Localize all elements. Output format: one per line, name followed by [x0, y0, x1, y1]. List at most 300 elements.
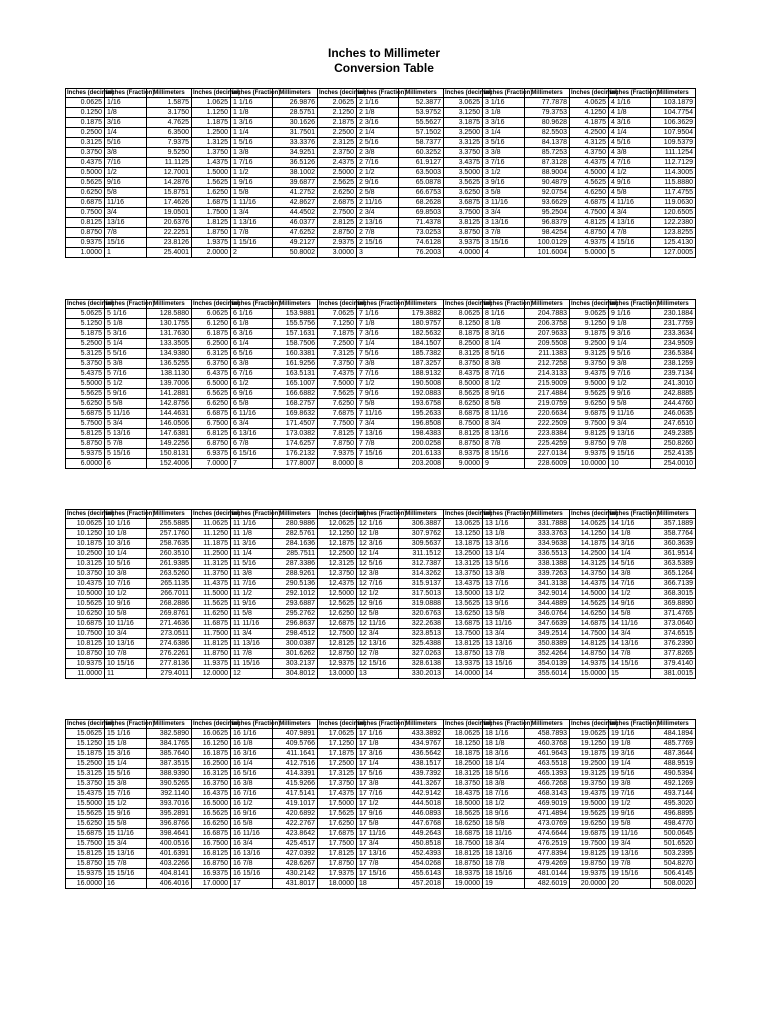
millimeters-cell: 269.8761 [147, 609, 192, 619]
inches-fraction-cell: 17 5/8 [357, 819, 399, 829]
table-row [66, 128, 696, 138]
inches-fraction-cell: 14 1/16 [609, 519, 651, 529]
inches-fraction-cell: 15 9/16 [105, 809, 147, 819]
millimeters-cell: 171.4507 [273, 419, 318, 429]
millimeters-cell: 231.7759 [651, 319, 696, 329]
inches-fraction-cell: 3 7/16 [483, 158, 525, 168]
inches-fraction-cell: 11 15/16 [231, 659, 273, 669]
inches-decimal-cell: 8.9375 [444, 449, 483, 459]
table-row [66, 379, 696, 389]
millimeters-cell: 271.4636 [147, 619, 192, 629]
inches-decimal-cell: 19.1250 [570, 739, 609, 749]
inches-decimal-cell: 15.8750 [66, 859, 105, 869]
millimeters-cell: 52.3877 [399, 98, 444, 108]
table-row [66, 158, 696, 168]
inches-decimal-cell: 3.6250 [444, 188, 483, 198]
millimeters-cell: 127.0005 [651, 248, 696, 258]
table-row [66, 579, 696, 589]
inches-fraction-cell: 6 15/16 [231, 449, 273, 459]
millimeters-cell: 87.3128 [525, 158, 570, 168]
inches-decimal-cell: 7.3125 [318, 349, 357, 359]
inches-decimal-cell: 2.0625 [318, 98, 357, 108]
millimeters-cell: 290.5136 [273, 579, 318, 589]
millimeters-cell: 306.3887 [399, 519, 444, 529]
inches-decimal-cell: 1.7500 [192, 208, 231, 218]
inches-decimal-cell: 8.0625 [444, 309, 483, 319]
millimeters-cell: 95.2504 [525, 208, 570, 218]
inches-decimal-cell: 5.1250 [66, 319, 105, 329]
table-row [66, 228, 696, 238]
millimeters-cell: 155.5756 [273, 319, 318, 329]
column-header: Millimeters [525, 510, 570, 519]
inches-fraction-cell: 4 15/16 [609, 238, 651, 248]
inches-fraction-cell: 14 5/8 [609, 609, 651, 619]
inches-decimal-cell: 17.8750 [318, 859, 357, 869]
millimeters-cell: 69.8503 [399, 208, 444, 218]
millimeters-cell: 144.4631 [147, 409, 192, 419]
inches-fraction-cell: 4 11/16 [609, 198, 651, 208]
table-row [66, 569, 696, 579]
inches-fraction-cell: 16 11/16 [231, 829, 273, 839]
inches-decimal-cell: 13.0000 [318, 669, 357, 679]
inches-fraction-cell: 1/4 [105, 128, 147, 138]
inches-fraction-cell: 16 1/2 [231, 799, 273, 809]
inches-fraction-cell: 7/8 [105, 228, 147, 238]
millimeters-cell: 254.0010 [651, 459, 696, 469]
inches-decimal-cell: 5.2500 [66, 339, 105, 349]
column-header: Millimeters [147, 89, 192, 98]
inches-fraction-cell: 19 5/16 [609, 769, 651, 779]
millimeters-cell: 114.3005 [651, 168, 696, 178]
inches-fraction-cell: 18 5/16 [483, 769, 525, 779]
inches-decimal-cell: 15.7500 [66, 839, 105, 849]
inches-decimal-cell: 9.5000 [570, 379, 609, 389]
inches-fraction-cell: 8 11/16 [483, 409, 525, 419]
millimeters-cell: 311.1512 [399, 549, 444, 559]
inches-fraction-cell: 15 3/16 [105, 749, 147, 759]
millimeters-cell: 146.0506 [147, 419, 192, 429]
millimeters-cell: 419.1017 [273, 799, 318, 809]
inches-decimal-cell: 12.6875 [318, 619, 357, 629]
millimeters-cell: 142.8756 [147, 399, 192, 409]
millimeters-cell: 465.1393 [525, 769, 570, 779]
inches-decimal-cell: 2.3125 [318, 138, 357, 148]
inches-decimal-cell: 9.8125 [570, 429, 609, 439]
inches-fraction-cell: 4 1/16 [609, 98, 651, 108]
inches-decimal-cell: 3.0625 [444, 98, 483, 108]
millimeters-cell: 287.3386 [273, 559, 318, 569]
inches-fraction-cell: 5 1/4 [105, 339, 147, 349]
column-header: Millimeters [273, 300, 318, 309]
table-header-row [66, 89, 696, 98]
millimeters-cell: 266.7011 [147, 589, 192, 599]
inches-decimal-cell: 17.1250 [318, 739, 357, 749]
table-row [66, 248, 696, 258]
inches-fraction-cell: 12 7/8 [357, 649, 399, 659]
millimeters-cell: 300.0387 [273, 639, 318, 649]
inches-decimal-cell: 7.3750 [318, 359, 357, 369]
inches-decimal-cell: 19.4375 [570, 789, 609, 799]
inches-fraction-cell: 5 1/8 [105, 319, 147, 329]
inches-decimal-cell: 10.6250 [66, 609, 105, 619]
inches-fraction-cell: 13 9/16 [483, 599, 525, 609]
inches-fraction-cell: 18 1/4 [483, 759, 525, 769]
table-row [66, 829, 696, 839]
millimeters-cell: 392.1140 [147, 789, 192, 799]
inches-decimal-cell: 7.6875 [318, 409, 357, 419]
inches-fraction-cell: 2 7/16 [357, 158, 399, 168]
millimeters-cell: 406.4016 [147, 879, 192, 889]
inches-decimal-cell: 4.5000 [570, 168, 609, 178]
inches-decimal-cell: 5.9375 [66, 449, 105, 459]
table-row [66, 849, 696, 859]
inches-fraction-cell: 4 3/16 [609, 118, 651, 128]
inches-decimal-cell: 19.8750 [570, 859, 609, 869]
inches-decimal-cell: 9.6250 [570, 399, 609, 409]
inches-decimal-cell: 3.1875 [444, 118, 483, 128]
millimeters-cell: 1.5875 [147, 98, 192, 108]
millimeters-cell: 371.4765 [651, 609, 696, 619]
inches-decimal-cell: 15.0000 [570, 669, 609, 679]
inches-decimal-cell: 2.4375 [318, 158, 357, 168]
inches-decimal-cell: 19.3125 [570, 769, 609, 779]
column-header: Inches (Fraction) [358, 90, 407, 96]
millimeters-cell: 73.0253 [399, 228, 444, 238]
inches-fraction-cell: 10 7/8 [105, 649, 147, 659]
inches-fraction-cell: 18 1/2 [483, 799, 525, 809]
millimeters-cell: 382.5890 [147, 729, 192, 739]
inches-decimal-cell: 0.5000 [66, 168, 105, 178]
inches-decimal-cell: 4.3125 [570, 138, 609, 148]
inches-decimal-cell: 17.0625 [318, 729, 357, 739]
millimeters-cell: 457.2018 [399, 879, 444, 889]
inches-decimal-cell: 13.8125 [444, 639, 483, 649]
inches-decimal-cell: 9.7500 [570, 419, 609, 429]
inches-fraction-cell: 18 9/16 [483, 809, 525, 819]
inches-fraction-cell: 10 13/16 [105, 639, 147, 649]
inches-fraction-cell: 13 5/16 [483, 559, 525, 569]
column-header: Inches (Fraction) [610, 721, 659, 727]
inches-fraction-cell: 6 1/16 [231, 309, 273, 319]
millimeters-cell: 350.8389 [525, 639, 570, 649]
millimeters-cell: 74.6128 [399, 238, 444, 248]
table-header-row [66, 510, 696, 519]
millimeters-cell: 387.3515 [147, 759, 192, 769]
inches-decimal-cell: 4.5625 [570, 178, 609, 188]
millimeters-cell: 179.3882 [399, 309, 444, 319]
inches-decimal-cell: 1.4375 [192, 158, 231, 168]
inches-fraction-cell: 4 3/8 [609, 148, 651, 158]
millimeters-cell: 444.5018 [399, 799, 444, 809]
millimeters-cell: 349.2514 [525, 629, 570, 639]
inches-fraction-cell: 10 3/4 [105, 629, 147, 639]
inches-fraction-cell: 11 5/16 [231, 559, 273, 569]
inches-fraction-cell: 5 1/16 [105, 309, 147, 319]
inches-fraction-cell: 12 3/16 [357, 539, 399, 549]
inches-fraction-cell: 16 1/16 [231, 729, 273, 739]
inches-decimal-cell: 18.9375 [444, 869, 483, 879]
inches-fraction-cell: 7 5/8 [357, 399, 399, 409]
inches-decimal-cell: 11.6875 [192, 619, 231, 629]
millimeters-cell: 153.9881 [273, 309, 318, 319]
inches-fraction-cell: 19 3/16 [609, 749, 651, 759]
column-header: Millimeters [147, 720, 192, 729]
inches-decimal-cell: 3.5000 [444, 168, 483, 178]
millimeters-cell: 469.9019 [525, 799, 570, 809]
inches-fraction-cell: 5/8 [105, 188, 147, 198]
millimeters-cell: 339.7263 [525, 569, 570, 579]
inches-decimal-cell: 10.1250 [66, 529, 105, 539]
inches-fraction-cell: 15 7/8 [105, 859, 147, 869]
inches-fraction-cell: 7 13/16 [357, 429, 399, 439]
inches-decimal-cell: 4.1875 [570, 118, 609, 128]
inches-decimal-cell: 12.5625 [318, 599, 357, 609]
millimeters-cell: 395.2891 [147, 809, 192, 819]
inches-fraction-cell: 12 7/16 [357, 579, 399, 589]
inches-fraction-cell: 12 1/2 [357, 589, 399, 599]
millimeters-cell: 303.2137 [273, 659, 318, 669]
millimeters-cell: 292.1012 [273, 589, 318, 599]
millimeters-cell: 415.9266 [273, 779, 318, 789]
inches-fraction-cell: 5 7/16 [105, 369, 147, 379]
conversion-table-block [65, 509, 696, 679]
inches-fraction-cell: 1 7/16 [231, 158, 273, 168]
inches-decimal-cell: 0.7500 [66, 208, 105, 218]
inches-fraction-cell: 3/4 [105, 208, 147, 218]
inches-decimal-cell: 18.3750 [444, 779, 483, 789]
inches-fraction-cell: 6 1/4 [231, 339, 273, 349]
inches-decimal-cell: 1.0000 [66, 248, 105, 258]
inches-fraction-cell: 8 3/4 [483, 419, 525, 429]
millimeters-cell: 441.3267 [399, 779, 444, 789]
millimeters-cell: 211.1383 [525, 349, 570, 359]
millimeters-cell: 184.1507 [399, 339, 444, 349]
inches-decimal-cell: 8.6875 [444, 409, 483, 419]
column-header: Inches (Fraction) [358, 301, 407, 307]
inches-fraction-cell: 4 5/8 [609, 188, 651, 198]
inches-decimal-cell: 9.0625 [570, 309, 609, 319]
millimeters-cell: 458.7893 [525, 729, 570, 739]
table-row [66, 659, 696, 669]
inches-decimal-cell: 8.5000 [444, 379, 483, 389]
millimeters-cell: 160.3381 [273, 349, 318, 359]
millimeters-cell: 366.7139 [651, 579, 696, 589]
millimeters-cell: 374.6515 [651, 629, 696, 639]
inches-decimal-cell: 19.8125 [570, 849, 609, 859]
column-header: Millimeters [399, 300, 444, 309]
inches-decimal-cell: 10.4375 [66, 579, 105, 589]
millimeters-cell: 312.7387 [399, 559, 444, 569]
inches-fraction-cell: 11 7/16 [231, 579, 273, 589]
inches-fraction-cell: 8 5/16 [483, 349, 525, 359]
inches-fraction-cell: 13 13/16 [483, 639, 525, 649]
inches-fraction-cell: 2 [231, 248, 273, 258]
millimeters-cell: 71.4378 [399, 218, 444, 228]
table-row [66, 549, 696, 559]
inches-decimal-cell: 12.8750 [318, 649, 357, 659]
table-row [66, 799, 696, 809]
millimeters-cell: 427.0392 [273, 849, 318, 859]
millimeters-cell: 295.2762 [273, 609, 318, 619]
inches-decimal-cell: 13.1875 [444, 539, 483, 549]
millimeters-cell: 188.9132 [399, 369, 444, 379]
inches-fraction-cell: 4 [483, 248, 525, 258]
inches-fraction-cell: 1 5/8 [231, 188, 273, 198]
millimeters-cell: 104.7754 [651, 108, 696, 118]
inches-decimal-cell: 10.5000 [66, 589, 105, 599]
inches-decimal-cell: 3.5625 [444, 178, 483, 188]
inches-fraction-cell: 11 [105, 669, 147, 679]
inches-decimal-cell: 8.1250 [444, 319, 483, 329]
inches-decimal-cell: 19.5000 [570, 799, 609, 809]
millimeters-cell: 128.5880 [147, 309, 192, 319]
millimeters-cell: 412.7516 [273, 759, 318, 769]
column-header: Inches (Fraction) [232, 90, 281, 96]
inches-decimal-cell: 7.5000 [318, 379, 357, 389]
millimeters-cell: 19.0501 [147, 208, 192, 218]
inches-fraction-cell: 5 1/2 [105, 379, 147, 389]
millimeters-cell: 274.6386 [147, 639, 192, 649]
inches-fraction-cell: 6 5/16 [231, 349, 273, 359]
millimeters-cell: 215.9009 [525, 379, 570, 389]
table-row [66, 639, 696, 649]
inches-decimal-cell: 8.6250 [444, 399, 483, 409]
inches-fraction-cell: 6 1/8 [231, 319, 273, 329]
inches-fraction-cell: 11 5/8 [231, 609, 273, 619]
inches-fraction-cell: 3 5/8 [483, 188, 525, 198]
inches-fraction-cell: 6 7/16 [231, 369, 273, 379]
millimeters-cell: 252.4135 [651, 449, 696, 459]
inches-fraction-cell: 7 3/16 [357, 329, 399, 339]
millimeters-cell: 261.9385 [147, 559, 192, 569]
column-header: Inches (decimal) [571, 301, 619, 307]
inches-fraction-cell: 17 9/16 [357, 809, 399, 819]
millimeters-cell: 176.2132 [273, 449, 318, 459]
column-header: Inches (Fraction) [232, 721, 281, 727]
inches-decimal-cell: 1.2500 [192, 128, 231, 138]
inches-decimal-cell: 10.0000 [570, 459, 609, 469]
inches-decimal-cell: 14.2500 [570, 549, 609, 559]
millimeters-cell: 139.7006 [147, 379, 192, 389]
table-row [66, 168, 696, 178]
inches-decimal-cell: 14.3125 [570, 559, 609, 569]
inches-decimal-cell: 8.8750 [444, 439, 483, 449]
inches-decimal-cell: 16.9375 [192, 869, 231, 879]
inches-decimal-cell: 16.1250 [192, 739, 231, 749]
inches-fraction-cell: 11 1/8 [231, 529, 273, 539]
inches-fraction-cell: 8 1/4 [483, 339, 525, 349]
inches-decimal-cell: 2.5000 [318, 168, 357, 178]
millimeters-cell: 341.3138 [525, 579, 570, 589]
column-header: Millimeters [651, 510, 696, 519]
inches-decimal-cell: 19.9375 [570, 869, 609, 879]
inches-fraction-cell: 11 3/8 [231, 569, 273, 579]
millimeters-cell: 39.6877 [273, 178, 318, 188]
inches-fraction-cell: 2 3/16 [357, 118, 399, 128]
millimeters-cell: 166.6882 [273, 389, 318, 399]
inches-decimal-cell: 9.1250 [570, 319, 609, 329]
table-row [66, 409, 696, 419]
inches-fraction-cell: 16 5/8 [231, 819, 273, 829]
column-header: Inches (Fraction) [232, 511, 281, 517]
inches-fraction-cell: 1 9/16 [231, 178, 273, 188]
inches-fraction-cell: 2 3/8 [357, 148, 399, 158]
inches-decimal-cell: 6.8125 [192, 429, 231, 439]
inches-decimal-cell: 5.1875 [66, 329, 105, 339]
inches-fraction-cell: 17 7/16 [357, 789, 399, 799]
inches-decimal-cell: 2.9375 [318, 238, 357, 248]
inches-fraction-cell: 10 1/16 [105, 519, 147, 529]
inches-decimal-cell: 17.6250 [318, 819, 357, 829]
inches-decimal-cell: 11.1875 [192, 539, 231, 549]
millimeters-cell: 230.1884 [651, 309, 696, 319]
inches-fraction-cell: 14 1/2 [609, 589, 651, 599]
millimeters-cell: 284.1636 [273, 539, 318, 549]
inches-fraction-cell: 15 11/16 [105, 829, 147, 839]
inches-fraction-cell: 19 1/2 [609, 799, 651, 809]
inches-fraction-cell: 1 3/8 [231, 148, 273, 158]
table-row [66, 208, 696, 218]
column-header: Inches (decimal) [67, 721, 115, 727]
inches-decimal-cell: 10.8750 [66, 649, 105, 659]
millimeters-cell: 474.6644 [525, 829, 570, 839]
millimeters-cell: 241.3010 [651, 379, 696, 389]
table-row [66, 148, 696, 158]
millimeters-cell: 109.5379 [651, 138, 696, 148]
millimeters-cell: 263.5260 [147, 569, 192, 579]
inches-fraction-cell: 16 1/4 [231, 759, 273, 769]
inches-fraction-cell: 6 [105, 459, 147, 469]
inches-fraction-cell: 13 3/16 [483, 539, 525, 549]
millimeters-cell: 293.6887 [273, 599, 318, 609]
millimeters-cell: 481.0144 [525, 869, 570, 879]
millimeters-cell: 123.8255 [651, 228, 696, 238]
inches-decimal-cell: 11.3125 [192, 559, 231, 569]
millimeters-cell: 466.7268 [525, 779, 570, 789]
inches-decimal-cell: 15.6250 [66, 819, 105, 829]
inches-decimal-cell: 15.1250 [66, 739, 105, 749]
table-row [66, 309, 696, 319]
millimeters-cell: 193.6758 [399, 399, 444, 409]
inches-fraction-cell: 11 13/16 [231, 639, 273, 649]
inches-fraction-cell: 7 1/2 [357, 379, 399, 389]
inches-decimal-cell: 16.6250 [192, 819, 231, 829]
millimeters-cell: 149.2256 [147, 439, 192, 449]
inches-fraction-cell: 1 7/8 [231, 228, 273, 238]
inches-decimal-cell: 17.4375 [318, 789, 357, 799]
millimeters-cell: 141.2881 [147, 389, 192, 399]
inches-fraction-cell: 6 5/8 [231, 399, 273, 409]
inches-decimal-cell: 10.7500 [66, 629, 105, 639]
millimeters-cell: 173.0382 [273, 429, 318, 439]
inches-decimal-cell: 17.2500 [318, 759, 357, 769]
table-row [66, 529, 696, 539]
inches-fraction-cell: 12 1/4 [357, 549, 399, 559]
inches-decimal-cell: 9.9375 [570, 449, 609, 459]
column-header: Inches (Fraction) [484, 511, 533, 517]
millimeters-cell: 4.7625 [147, 118, 192, 128]
millimeters-cell: 423.8642 [273, 829, 318, 839]
inches-fraction-cell: 16 5/16 [231, 769, 273, 779]
inches-decimal-cell: 6.8750 [192, 439, 231, 449]
inches-fraction-cell: 16 [105, 879, 147, 889]
column-header: Inches (decimal) [445, 511, 493, 517]
inches-decimal-cell: 3.4375 [444, 158, 483, 168]
page-title: Inches to Millimeter [327, 46, 441, 60]
inches-decimal-cell: 13.3750 [444, 569, 483, 579]
inches-fraction-cell: 19 5/8 [609, 819, 651, 829]
inches-fraction-cell: 19 9/16 [609, 809, 651, 819]
